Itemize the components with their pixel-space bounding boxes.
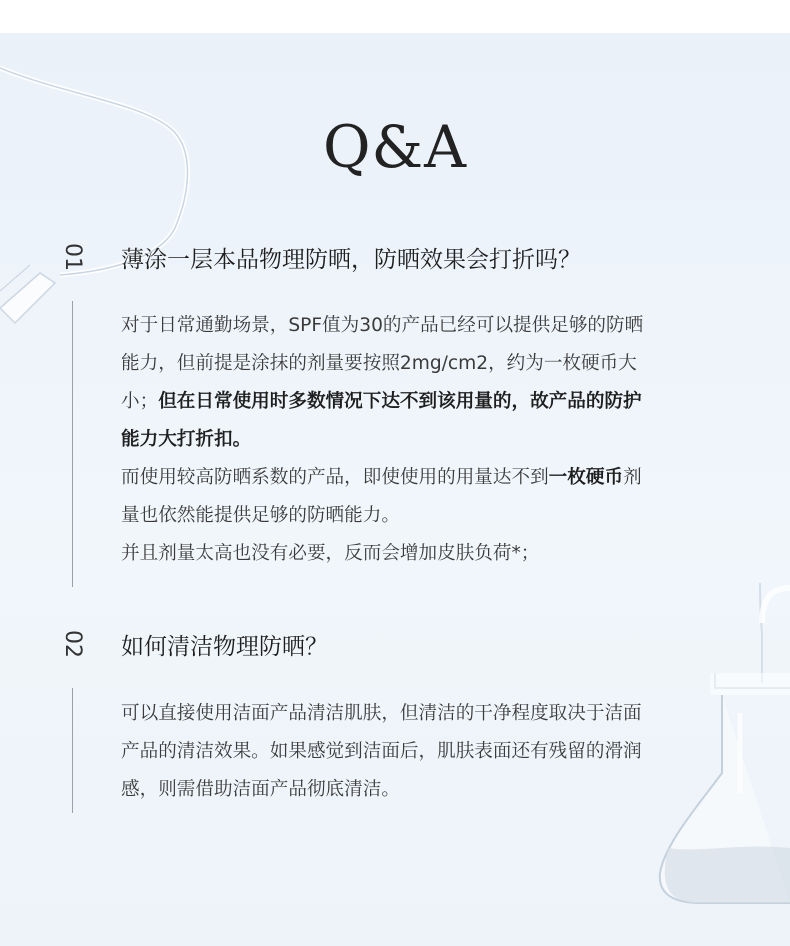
answer-text: 并且剂量太高也没有必要，反而会增加皮肤负荷*； <box>121 543 540 564</box>
answer-text: 对于日常通勤场景，SPF值为30的产品已经可以提供足够的防晒 <box>121 315 644 336</box>
answer-line <box>121 535 643 573</box>
answer-line <box>121 421 643 459</box>
question-number-01: 01 <box>60 243 85 271</box>
answer-line <box>121 383 643 421</box>
question-02: 如何清洁物理防晒？ <box>121 634 328 660</box>
answer-line <box>121 459 643 497</box>
answer-text-bold: 能力大打折扣。 <box>121 429 252 450</box>
answer-line <box>121 771 642 809</box>
answer-text: 能力，但前提是涂抹的剂量要按照2mg/cm2，约为一枚硬币大 <box>121 353 637 374</box>
answer-text: 量也依然能提供足够的防晒能力。 <box>121 505 400 526</box>
answer-line <box>121 345 643 383</box>
answer-02 <box>121 695 642 809</box>
answer-text-bold: 但在日常使用时多数情况下达不到该用量的，故产品的防护 <box>158 391 642 412</box>
answer-line <box>121 695 642 733</box>
divider-line <box>72 301 73 587</box>
question-number-02: 02 <box>60 630 85 658</box>
answer-text: 产品的清洁效果。如果感觉到洁面后，肌肤表面还有残留的滑润 <box>121 741 642 762</box>
qa-panel <box>0 33 790 946</box>
answer-text: 剂 <box>623 467 642 488</box>
page-title: Q&A <box>322 113 468 181</box>
answer-line <box>121 733 642 771</box>
answer-text: 感，则需借助洁面产品彻底清洁。 <box>121 779 400 800</box>
answer-line <box>121 307 643 345</box>
answer-line <box>121 497 643 535</box>
divider-line <box>72 688 73 813</box>
answer-text: 而使用较高防晒系数的产品，即使使用的用量达不到 <box>121 467 549 488</box>
answer-text: 小； <box>121 391 159 412</box>
answer-text: 可以直接使用洁面产品清洁肌肤，但清洁的干净程度取决于洁面 <box>121 703 642 724</box>
question-01: 薄涂一层本品物理防晒，防晒效果会打折吗？ <box>121 247 581 273</box>
answer-01 <box>121 307 643 573</box>
answer-text-bold: 一枚硬币 <box>548 467 624 488</box>
